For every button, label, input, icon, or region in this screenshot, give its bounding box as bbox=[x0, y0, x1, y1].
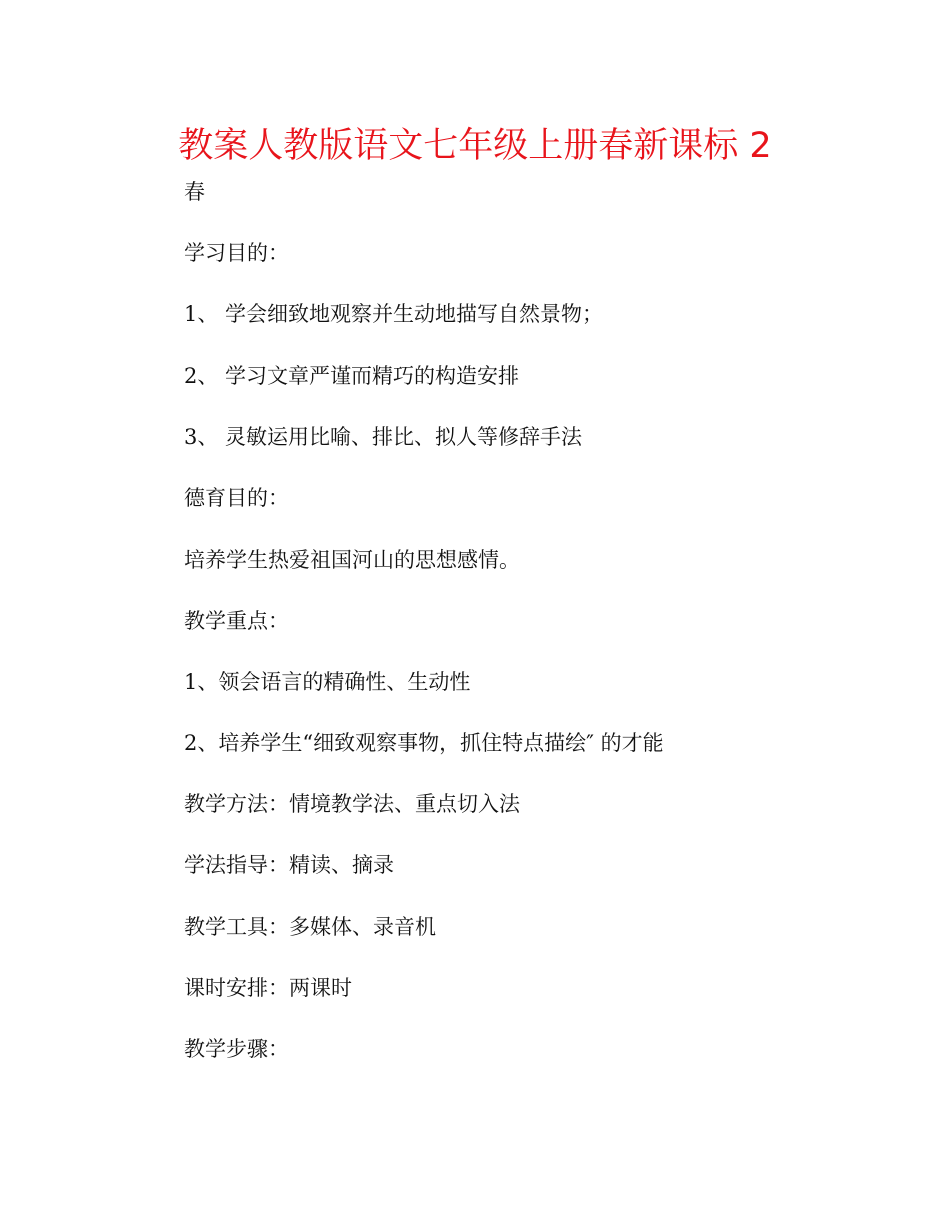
document-title: 教案人教版语文七年级上册春新课标 2 bbox=[178, 126, 772, 166]
body-line-teaching-tools: 教学工具：多媒体、录音机 bbox=[184, 915, 436, 939]
body-line-learning-goal-3: 3、 灵敏运用比喻、排比、拟人等修辞手法 bbox=[184, 425, 583, 449]
body-line-learning-goal-1: 1、 学会细致地观察并生动地描写自然景物； bbox=[184, 302, 604, 326]
body-line-moral-goal: 培养学生热爱祖国河山的思想感情。 bbox=[184, 548, 520, 572]
body-line-key-point-2: 2、培养学生“细致观察事物，抓住特点描绘″ 的才能 bbox=[184, 731, 664, 755]
body-line-learning-goals-heading: 学习目的： bbox=[184, 241, 289, 265]
body-line-key-point-1: 1、领会语言的精确性、生动性 bbox=[184, 670, 471, 694]
body-line-learning-goal-2: 2、 学习文章严谨而精巧的构造安排 bbox=[184, 364, 520, 388]
body-line-teaching-methods: 教学方法：情境教学法、重点切入法 bbox=[184, 792, 520, 816]
body-line-key-points-heading: 教学重点： bbox=[184, 609, 289, 633]
body-line-moral-goals-heading: 德育目的： bbox=[184, 486, 289, 510]
body-line-teaching-steps-heading: 教学步骤： bbox=[184, 1037, 289, 1061]
body-line-schedule: 课时安排：两课时 bbox=[184, 976, 352, 1000]
body-line-section-title: 春 bbox=[184, 180, 205, 204]
body-line-study-guidance: 学法指导：精读、摘录 bbox=[184, 853, 394, 877]
